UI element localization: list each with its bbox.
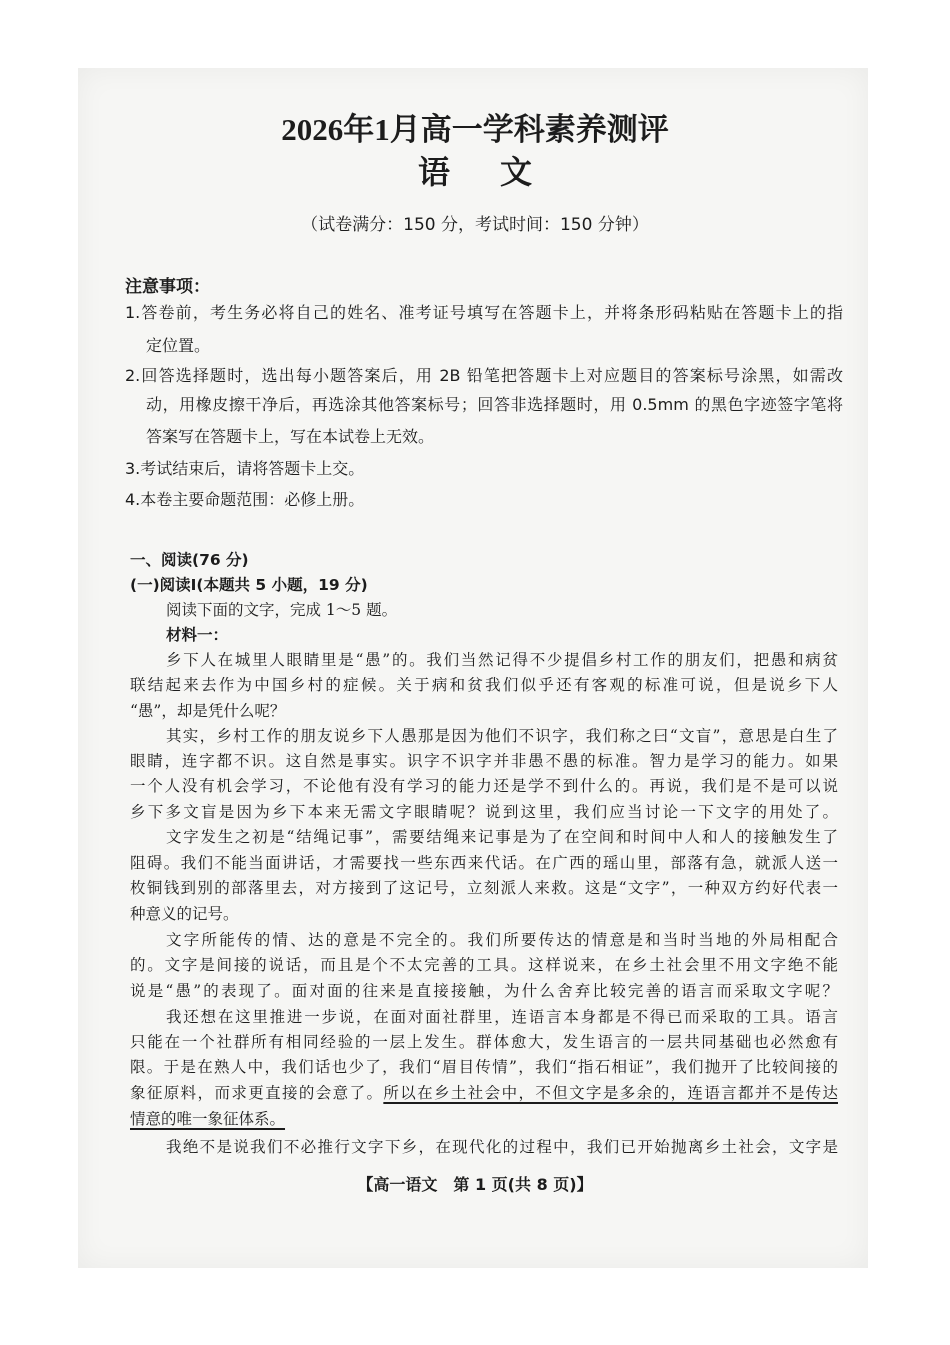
- passage-line: 我绝不是说我们不必推行文字下乡，在现代化的过程中，我们已开始抛离乡土社会，文字是: [166, 1138, 838, 1156]
- exam-meta: （试卷满分：150 分，考试时间：150 分钟）: [301, 215, 649, 235]
- instruction-text: 阅读下面的文字，完成 1～5 题。: [166, 601, 398, 619]
- passage-line: 枚铜钱到别的部落里去，对方接到了这记号，立刻派人来救。这是“文字”，一种双方约好代表一: [130, 879, 838, 897]
- passage-line: 阻碍。我们不能当面讲话，才需要找一些东西来代话。在广西的瑶山里，部落有急，就派人送一: [130, 854, 838, 872]
- passage-line: 一个人没有机会学习，不论他有没有学习的能力还是学不到什么的。再说，我们是不是可以说: [130, 777, 838, 795]
- notice-item-3: 3.考试结束后，请将答题卡上交。: [125, 459, 365, 478]
- passage-line: 眼睛，连字都不识。这自然是事实。识字不识字并非愚不愚的标准。智力是学习的能力。如果: [130, 752, 838, 770]
- passage-line: 只能在一个社群所有相同经验的一层上发生。群体愈大，发生语言的一层共同基础也必然愈有: [130, 1033, 838, 1051]
- passage-line: 限。于是在熟人中，我们话也少了，我们“眉目传情”，我们“指石相证”，我们抛开了比较间接的: [130, 1058, 838, 1076]
- notice-item-4: 4.本卷主要命题范围：必修上册。: [125, 490, 365, 509]
- passage-line-underlined: [130, 1081, 838, 1103]
- passage-line: 文字所能传的情、达的意是不完全的。我们所要传达的情意是和当时当地的外局相配合: [166, 931, 838, 949]
- passage-line: 种意义的记号。: [130, 905, 239, 923]
- subsection-title: (一)阅读Ⅰ(本题共 5 小题，19 分): [130, 576, 368, 594]
- material-label: 材料一：: [166, 625, 229, 644]
- passage-line: 说是“愚”的表现了。面对面的往来是直接接触，为什么舍弃比较完善的语言而采取文字呢？: [130, 982, 838, 1000]
- passage-line: 的。文字是间接的说话，而且是个不太完善的工具。这样说来，在乡土社会里不用文字绝不能: [130, 956, 838, 974]
- exam-title: 2026年1月高一学科素养测评: [281, 112, 669, 147]
- passage-line: 文字发生之初是“结绳记事”，需要结绳来记事是为了在空间和时间中人和人的接触发生了: [166, 828, 838, 846]
- passage-line: 乡下人在城里人眼睛里是“愚”的。我们当然记得不少提倡乡村工作的朋友们，把愚和病贫: [166, 651, 838, 669]
- passage-line: 我还想在这里推进一步说，在面对面社群里，连语言本身都是不得已而采取的工具。语言: [166, 1008, 838, 1026]
- underlined-sentence-end: 情意的唯一象征体系。: [130, 1110, 286, 1128]
- notice-item-1-cont: 定位置。: [146, 336, 211, 355]
- passage-line: 其实，乡村工作的朋友说乡下人愚那是因为他们不识字，我们称之曰“文盲”，意思是白生了: [166, 727, 838, 745]
- notice-heading: 注意事项：: [125, 277, 210, 297]
- passage-line: 联结起来去作为中国乡村的症候。关于病和贫我们似乎还有客观的标准可说，但是说乡下人: [130, 676, 838, 694]
- underlined-sentence: 所以在乡土社会中，不但文字是多余的，连语言都并不是传达: [383, 1084, 838, 1102]
- section-title: 一、阅读(76 分): [130, 551, 249, 569]
- passage-line: “愚”，却是凭什么呢？: [130, 702, 286, 720]
- subject-title: 语文: [417, 153, 582, 191]
- notice-item-2: 2.回答选择题时，选出每小题答案后，用 2B 铅笔把答题卡上对应题目的答案标号涂黑，如需改: [125, 366, 843, 385]
- passage-line: 乡下多文盲是因为乡下本来无需文字眼睛呢？说到这里，我们应当讨论一下文字的用处了。: [130, 803, 838, 821]
- notice-item-1: 1.答卷前，考生务必将自己的姓名、准考证号填写在答题卡上，并将条形码粘贴在答题卡上的指: [125, 303, 843, 322]
- notice-item-2-cont2: 答案写在答题卡上，写在本试卷上无效。: [146, 427, 435, 446]
- passage-text: 象征原料，而求更直接的会意了。: [130, 1084, 384, 1102]
- notice-item-2-cont: 动，用橡皮擦干净后，再选涂其他答案标号；回答非选择题时，用 0.5mm 的黑色字迹签字笔将: [146, 395, 843, 414]
- page-footer: 【高一语文 第 1 页(共 8 页)】: [357, 1175, 593, 1194]
